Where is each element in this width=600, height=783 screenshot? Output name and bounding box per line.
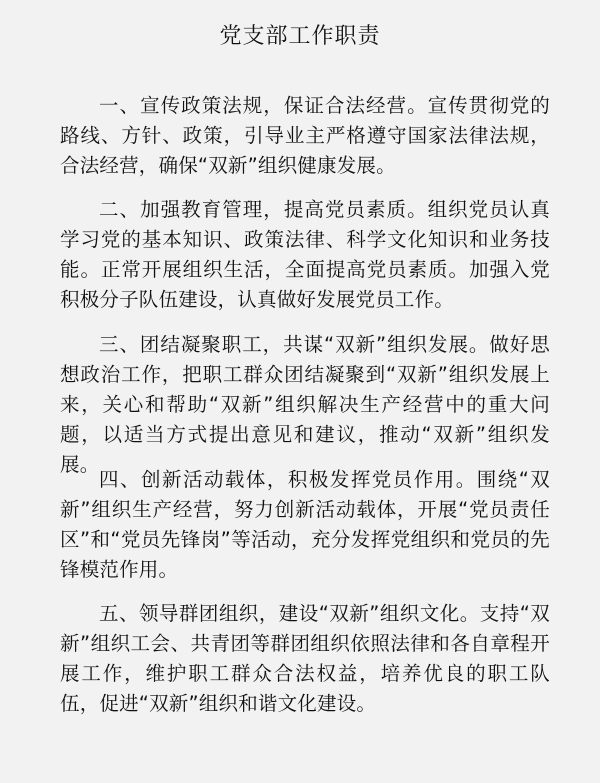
paragraph-duty-3: 三、团结凝聚职工，共谋“双新”组织发展。做好思想政治工作，把职工群众团结凝聚到“双新”组织发展上来，关心和帮助“双新”组织解决生产经营中的重大问题，以适当方式提出意见和建议，推动“双新”组织发展。 [60, 333, 550, 476]
paragraph-duty-2: 二、加强教育管理，提高党员素质。组织党员认真学习党的基本知识、政策法律、科学文化知识和业务技能。正常开展组织生活，全面提高党员素质。加强入党积极分子队伍建设，认真做好发展党员工作。 [60, 198, 550, 311]
document-title: 党支部工作职责 [219, 24, 381, 49]
paragraph-duty-4: 四、创新活动载体，积极发挥党员作用。围绕“双新”组织生产经营，努力创新活动载体，开展“党员责任区”和“党员先锋岗”等活动，充分发挥党组织和党员的先锋模范作用。 [60, 468, 550, 581]
paragraph-duty-5: 五、领导群团组织，建设“双新”组织文化。支持“双新”组织工会、共青团等群团组织依照法律和各自章程开展工作，维护职工群众合法权益，培养优良的职工队伍，促进“双新”组织和谐文化建设。 [60, 602, 550, 715]
paragraph-duty-1: 一、宣传政策法规，保证合法经营。宣传贯彻党的路线、方针、政策，引导业主严格遵守国家法律法规，合法经营，确保“双新”组织健康发展。 [60, 94, 550, 177]
